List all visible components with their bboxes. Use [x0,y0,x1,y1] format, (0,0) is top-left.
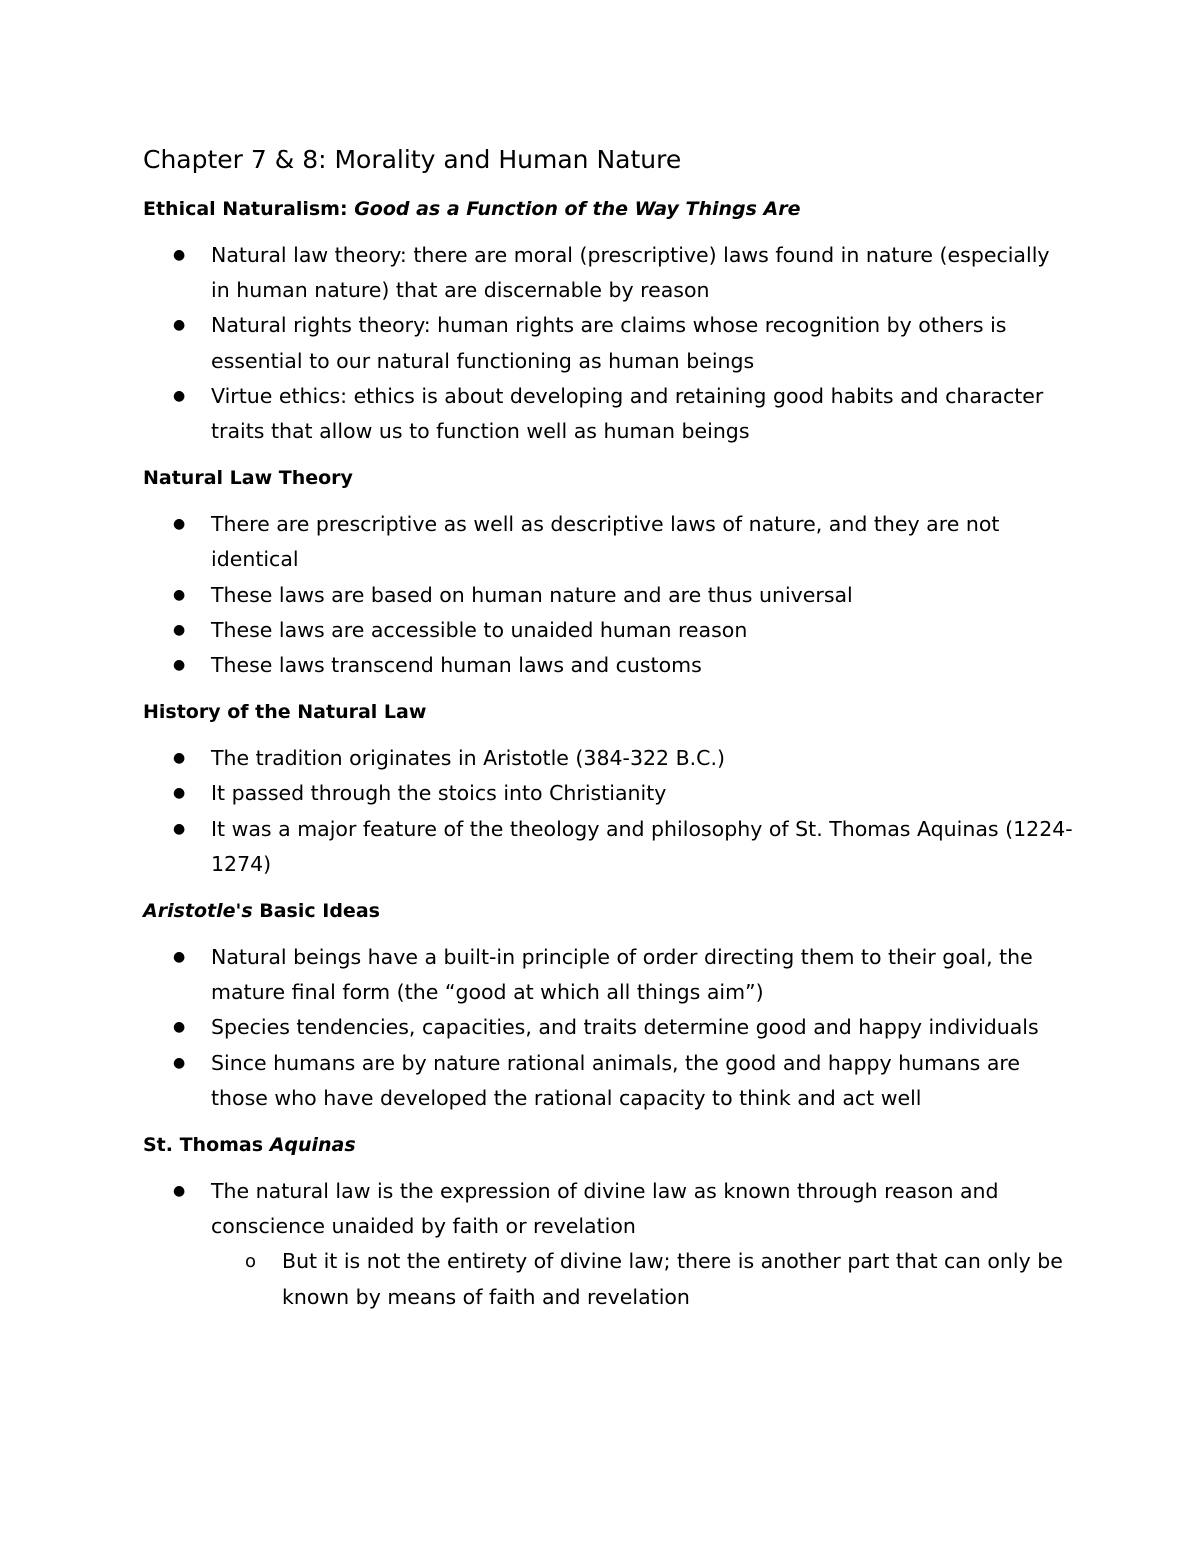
list-item [143,776,1073,811]
heading-italic-text: Good as a Function of the Way Things Are [354,198,801,220]
list-item-text: These laws transcend human laws and customs [211,653,702,678]
list-item [143,578,1073,613]
list-item [143,1010,1073,1045]
list-item [143,238,1073,308]
document-title: Chapter 7 & 8: Morality and Human Nature [143,145,682,174]
bullet-icon: ● [173,1019,186,1036]
list-item [143,308,1073,378]
document-page [143,140,1073,1329]
bullet-icon: ● [173,1183,186,1200]
list-item [143,812,1073,882]
list-item [143,1046,1073,1116]
bullet-list-history [143,741,1073,882]
heading-italic-text: Aquinas [269,1134,356,1157]
sub-list-item-text: But it is not the entirety of divine law; there is another part that can only be known by means of faith and revelation [282,1249,1063,1309]
bullet-icon: ● [173,657,186,674]
sub-list-item [211,1244,1073,1314]
list-item-text: It was a major feature of the theology and philosophy of St. Thomas Aquinas (1224-1274) [211,816,1073,876]
section-heading-natural-law-theory: Natural Law Theory [143,467,353,490]
list-item [143,507,1073,577]
bullet-icon: ● [173,516,186,533]
bullet-list-aristotle [143,940,1073,1116]
list-item [143,1174,1073,1315]
list-item-text: The natural law is the expression of divine law as known through reason and conscience unaided by faith or revelation [211,1179,999,1239]
list-item-text: The tradition originates in Aristotle (384-322 B.C.) [211,746,725,771]
section-heading-history: History of the Natural Law [143,701,427,724]
bullet-list-natural-law-theory [143,507,1073,683]
list-item [143,379,1073,449]
bullet-icon: ● [173,317,186,334]
list-item [143,940,1073,1010]
list-item-text: Natural beings have a built-in principle of order directing them to their goal, the mature final form (the “good at which all things aim”) [211,945,1033,1005]
bullet-icon: ● [173,820,186,837]
list-item [143,613,1073,648]
list-item-text: These laws are based on human nature and are thus universal [211,582,853,607]
list-item-text: Species tendencies, capacities, and traits determine good and happy individuals [211,1015,1039,1040]
heading-text: Ethical Naturalism: [143,198,355,220]
bullet-icon: ● [173,247,186,263]
heading-italic-text: Aristotle's [143,900,253,923]
list-item-text: These laws are accessible to unaided human reason [211,617,748,642]
bullet-list-ethical-naturalism [143,238,1073,449]
bullet-icon: ● [173,1054,186,1071]
sub-bullet-list [211,1244,1073,1314]
bullet-icon: ● [173,949,186,966]
list-item [143,741,1073,776]
heading-text: St. Thomas [143,1134,270,1157]
bullet-icon: ● [173,750,186,767]
bullet-list-aquinas [143,1174,1073,1315]
section-heading-aquinas [143,1130,1073,1160]
bullet-icon: ● [173,586,186,603]
list-item-text: Virtue ethics: ethics is about developing and retaining good habits and character traits that allow us to function well as human beings [211,383,1044,444]
bullet-icon: ● [173,621,186,638]
list-item-text: Natural law theory: there are moral (prescriptive) laws found in nature (especially in human nature) that are discernable by reason [211,243,1050,303]
heading-text: Basic Ideas [252,900,380,923]
bullet-icon: ● [173,387,186,404]
list-item-text: It passed through the stoics into Christianity [211,781,667,806]
section-heading-aristotle [143,896,1073,926]
section-heading-ethical-naturalism [143,194,1073,224]
list-item [143,648,1073,683]
bullet-icon: ● [173,785,186,802]
circle-bullet-icon: o [245,1251,257,1273]
list-item-text: Since humans are by nature rational animals, the good and happy humans are those who have developed the rational capacity to think and act well [211,1050,1021,1110]
list-item-text: There are prescriptive as well as descriptive laws of nature, and they are not identical [211,512,1000,572]
list-item-text: Natural rights theory: human rights are claims whose recognition by others is essential to our natural functioning as human beings [211,313,1007,373]
